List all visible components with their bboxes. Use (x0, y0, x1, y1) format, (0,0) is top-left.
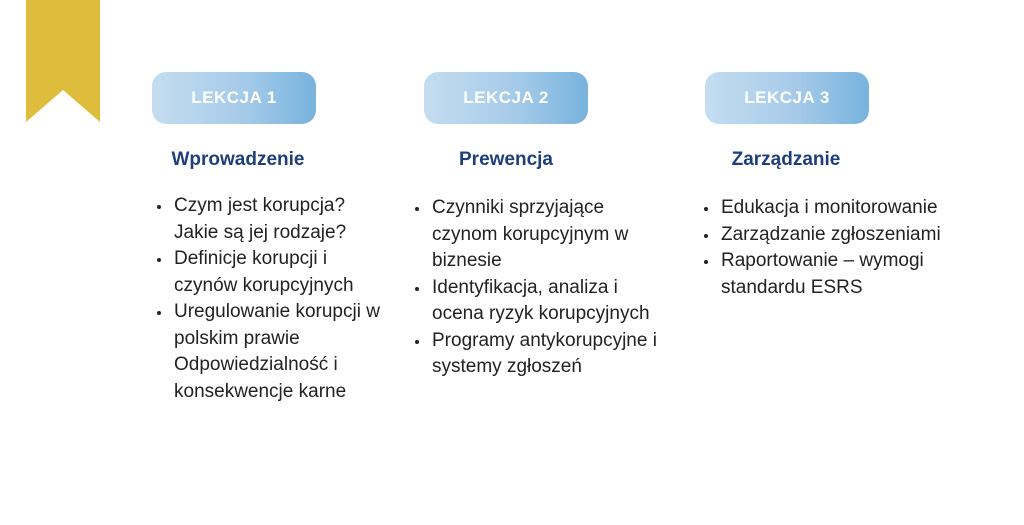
list-item: • Edukacja i monitorowanie (719, 195, 949, 222)
lesson-2-badge: LEKCJA 2 (424, 72, 588, 124)
lesson-3-badge: LEKCJA 3 (705, 72, 869, 124)
list-item: • Czynniki sprzyjające czynom korupcyjnym w biznesie (430, 195, 660, 275)
lesson-1-title: Wprowadzenie (171, 149, 305, 170)
list-item: • Identyfikacja, analiza i ocena ryzyk korupcyjnych (430, 275, 660, 328)
lesson-3-topics (697, 195, 949, 301)
lesson-1-badge: LEKCJA 1 (152, 72, 316, 124)
lesson-2-topics (408, 195, 660, 381)
bookmark-icon (26, 0, 100, 126)
list-item: • Raportowanie – wymogi standardu ESRS (719, 248, 949, 301)
lesson-2-title: Prewencja (459, 149, 553, 170)
lesson-1-topics (150, 193, 392, 405)
list-item: • Zarządzanie zgłoszeniami (719, 222, 949, 249)
list-item: • Programy antykorupcyjne i systemy zgłoszeń (430, 328, 660, 381)
lesson-3-title: Zarządzanie (731, 149, 841, 170)
list-item: • Uregulowanie korupcji w polskim prawie Odpowiedzialność i konsekwencje karne (172, 299, 392, 405)
list-item: • Definicje korupcji i czynów korupcyjnych (172, 246, 392, 299)
list-item: • Czym jest korupcja? Jakie są jej rodzaje? (172, 193, 392, 246)
